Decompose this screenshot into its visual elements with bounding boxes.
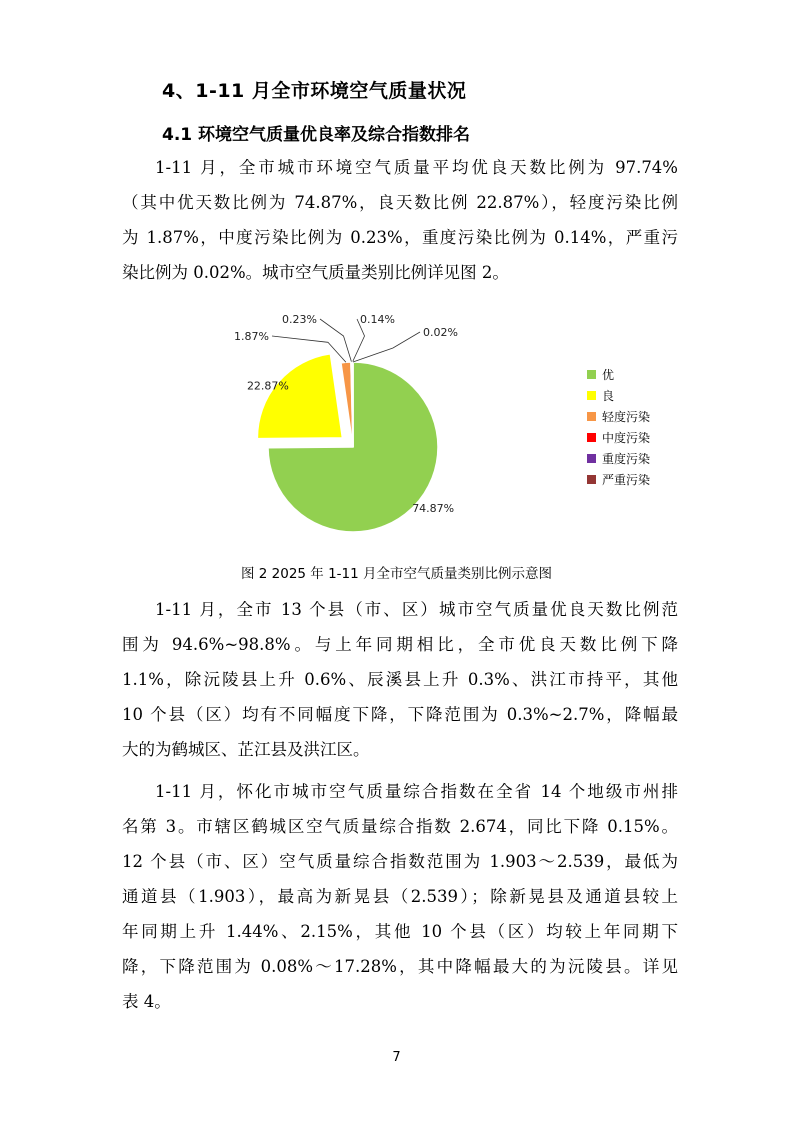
paragraph-line: 1.1%，除沅陵县上升 0.6%、辰溪县上升 0.3%、洪江市持平，其他 bbox=[122, 670, 678, 689]
legend-label: 优 bbox=[602, 368, 615, 382]
paragraph-line: 降，下降范围为 0.08%～17.28%，其中降幅最大的为沅陵县。详见 bbox=[122, 957, 678, 976]
pie-data-label: 0.23% bbox=[282, 313, 317, 326]
pie-leader-line bbox=[272, 336, 346, 362]
page-number: 7 bbox=[392, 1050, 401, 1065]
legend-item bbox=[587, 385, 650, 406]
subsection-heading: 4.1 环境空气质量优良率及综合指数排名 bbox=[162, 125, 471, 145]
pie-leader-line bbox=[353, 332, 420, 362]
paragraph-line: 1-11 月，全市 13 个县（市、区）城市空气质量优良天数比例范 bbox=[155, 600, 678, 619]
paragraph-line: 染比例为 0.02%。城市空气质量类别比例详见图 2。 bbox=[122, 263, 509, 282]
legend-swatch bbox=[587, 433, 596, 442]
paragraph-composite-index bbox=[122, 774, 678, 1019]
legend-label: 中度污染 bbox=[602, 431, 651, 445]
chart-legend bbox=[587, 364, 650, 490]
paragraph-line: 大的为鹤城区、芷江县及洪江区。 bbox=[122, 740, 370, 759]
pie-slice-良 bbox=[257, 354, 342, 439]
legend-item bbox=[587, 448, 650, 469]
legend-item bbox=[587, 427, 650, 448]
pie-data-label: 0.02% bbox=[423, 326, 458, 339]
legend-swatch bbox=[587, 412, 596, 421]
pie-data-label: 74.87% bbox=[412, 501, 455, 515]
paragraph-line: 10 个县（区）均有不同幅度下降，下降范围为 0.3%~2.7%，降幅最 bbox=[122, 705, 678, 724]
paragraph-line: 年同期上升 1.44%、2.15%，其他 10 个县（区）均较上年同期下 bbox=[122, 922, 678, 941]
paragraph-line: 1-11 月，全市城市环境空气质量平均优良天数比例为 97.74% bbox=[155, 158, 678, 177]
section-heading: 4、1-11 月全市环境空气质量状况 bbox=[162, 80, 467, 102]
paragraph-line: 12 个县（市、区）空气质量综合指数范围为 1.903～2.539，最低为 bbox=[122, 852, 678, 871]
paragraph-line: （其中优天数比例为 74.87%，良天数比例 22.87%），轻度污染比例 bbox=[122, 193, 678, 212]
legend-label: 良 bbox=[602, 389, 615, 403]
legend-swatch bbox=[587, 391, 596, 400]
paragraph-line: 1-11 月，怀化市城市空气质量综合指数在全省 14 个地级市州排 bbox=[155, 782, 678, 801]
pie-data-label: 0.14% bbox=[360, 313, 395, 326]
paragraph-summary bbox=[122, 150, 678, 290]
paragraph-line: 通道县（1.903），最高为新晃县（2.539）；除新晃县及通道县较上 bbox=[122, 887, 678, 906]
paragraph-line: 围为 94.6%~98.8%。与上年同期相比，全市优良天数比例下降 bbox=[122, 635, 678, 654]
legend-swatch bbox=[587, 454, 596, 463]
pie-data-label: 22.87% bbox=[246, 379, 289, 393]
legend-label: 重度污染 bbox=[602, 452, 651, 466]
paragraph-line: 表 4。 bbox=[122, 992, 171, 1011]
figure-caption: 图 2 2025 年 1-11 月全市空气质量类别比例示意图 bbox=[240, 566, 553, 582]
legend-label: 严重污染 bbox=[602, 473, 651, 487]
pie-data-label: 1.87% bbox=[234, 330, 269, 343]
legend-swatch bbox=[587, 475, 596, 484]
paragraph-line: 名第 3。市辖区鹤城区空气质量综合指数 2.674，同比下降 0.15%。 bbox=[122, 817, 678, 836]
legend-swatch bbox=[587, 370, 596, 379]
legend-label: 轻度污染 bbox=[602, 410, 651, 424]
legend-item bbox=[587, 406, 650, 427]
legend-item bbox=[587, 469, 650, 490]
paragraph-line: 为 1.87%，中度污染比例为 0.23%，重度污染比例为 0.14%，严重污 bbox=[122, 228, 678, 247]
legend-item bbox=[587, 364, 650, 385]
paragraph-excellent-days bbox=[122, 592, 678, 767]
